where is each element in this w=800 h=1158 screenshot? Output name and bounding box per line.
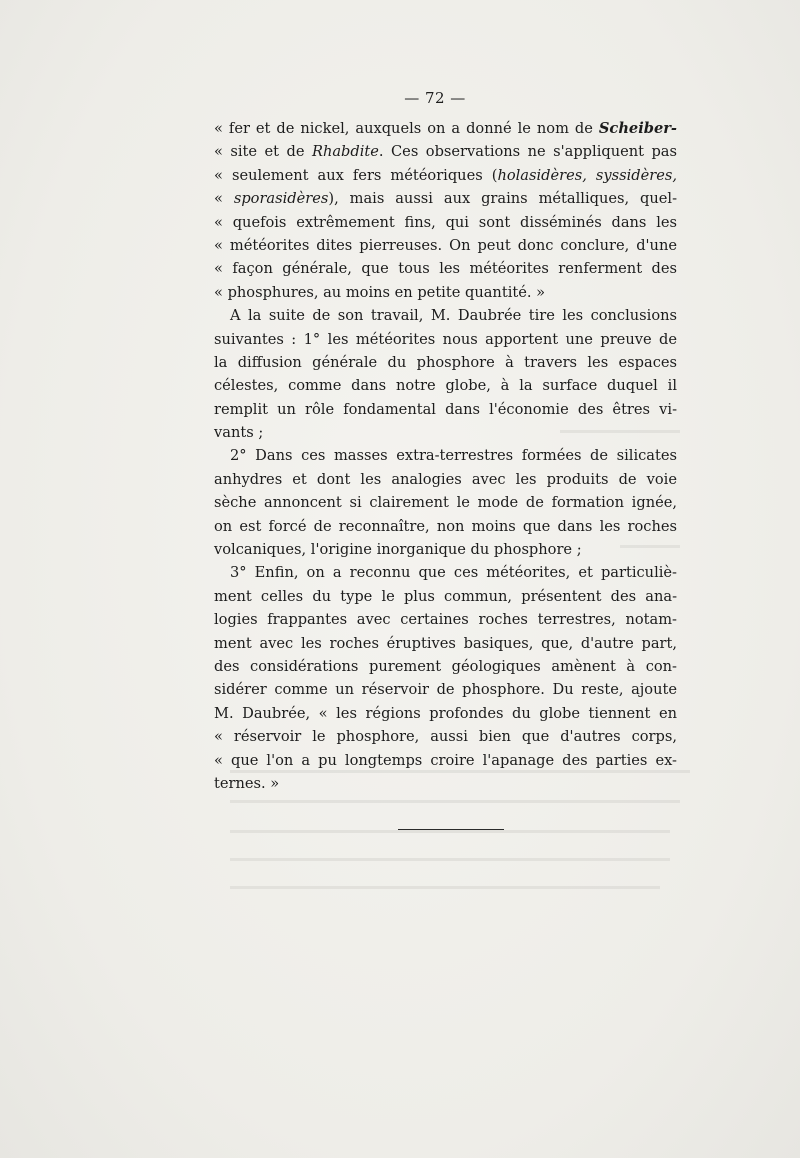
text-line: A la suite de son travail, M. Daubrée tire les conclusions xyxy=(230,307,677,325)
text-line: « météorites dites pierreuses. On peut donc conclure, d'une xyxy=(214,236,677,254)
text-line: 3° Enfin, on a reconnu que ces météorites, et particuliè- xyxy=(230,564,677,582)
text-line: des considérations purement géologiques amènent à con- xyxy=(214,657,677,675)
text-line: anhydres et dont les analogies avec les produits de voie xyxy=(214,470,677,488)
text-line: ment celles du type le plus commun, présentent des ana- xyxy=(214,587,677,605)
section-separator-rule xyxy=(398,829,504,830)
text-line: suivantes : 1° les météorites nous apportent une preuve de xyxy=(214,330,677,348)
text-line: célestes, comme dans notre globe, à la surface duquel il xyxy=(214,377,677,395)
text-line: « quefois extrêmement fins, qui sont disséminés dans les xyxy=(214,213,677,231)
text-line: ment avec les roches éruptives basiques, que, d'autre part, xyxy=(214,634,677,652)
text-line: 2° Dans ces masses extra-terrestres formées de silicates xyxy=(230,447,677,465)
text-line: la diffusion générale du phosphore à travers les espaces xyxy=(214,353,677,371)
text-line: « seulement aux fers météoriques (holasidères, syssidères, xyxy=(214,166,677,184)
page-number: — 72 — xyxy=(404,89,466,107)
text-line: « sporasidères), mais aussi aux grains métalliques, quel- xyxy=(214,190,677,208)
text-line: remplit un rôle fondamental dans l'économie des êtres vi- xyxy=(214,400,677,418)
text-line: « façon générale, que tous les météorites renferment des xyxy=(214,260,677,278)
text-line: volcaniques, l'origine inorganique du phosphore ; xyxy=(214,541,582,559)
text-line: ternes. » xyxy=(214,774,280,792)
text-line: « réservoir le phosphore, aussi bien que d'autres corps, xyxy=(214,728,677,746)
body-text xyxy=(214,117,677,795)
text-line: on est forcé de reconnaître, non moins que dans les roches xyxy=(214,517,677,535)
text-line: sidérer comme un réservoir de phosphore. Du reste, ajoute xyxy=(214,681,677,699)
text-line: M. Daubrée, « les régions profondes du globe tiennent en xyxy=(214,704,677,722)
text-line: « que l'on a pu longtemps croire l'apanage des parties ex- xyxy=(214,751,677,769)
text-line: « fer et de nickel, auxquels on a donné le nom de Scheiber- xyxy=(214,120,677,137)
text-line: « phosphures, au moins en petite quantité. » xyxy=(214,283,546,301)
text-line: logies frappantes avec certaines roches terrestres, notam- xyxy=(214,611,677,629)
text-line: « site et de Rhabdite. Ces observations ne s'appliquent pas xyxy=(214,143,678,161)
text-line: vants ; xyxy=(214,424,264,442)
text-line: sèche annoncent si clairement le mode de formation ignée, xyxy=(214,494,677,512)
